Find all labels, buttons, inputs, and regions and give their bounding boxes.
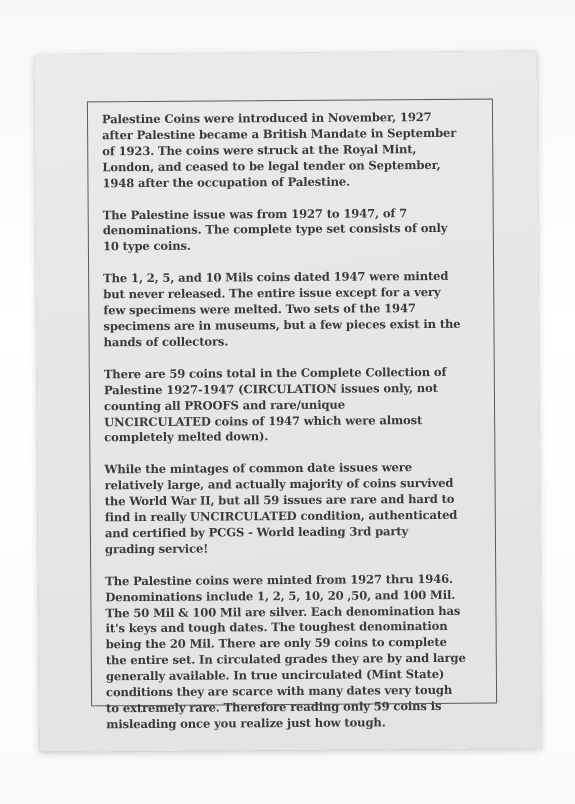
paragraph-mintages: While the mintages of common date issues were relatively large, and actually majority of coins survived the World War II, but all 59 issues are rare and hard to find in really UNCIRCULATED condition, authenticated and certified by PCGS - World leading 3rd party grading service!	[104, 460, 458, 557]
paragraph-1947-coins: The 1, 2, 5, and 10 Mils coins dated 1947 were minted but never released. The entire issue except for a very few specimens were melted. Two sets of the 1947 specimens are in museums, but a few pieces exist in the hands of collectors.	[103, 269, 461, 350]
paragraph-denominations: The Palestine coins were minted from 1927 thru 1946. Denominations include 1, 2, 5, 10, 20 ,50, and 100 Mil. The 50 Mil & 100 Mil are silver. Each denomination has it's keys and tough dates. The toughest denomination being the 20 Mil. There are only 59 coins to complete the entire set. In circulated grades they are by and large generally available. In true uncirculated (Mint State) conditions they are scarce with many dates very tough to extremely rare. Therefore reading only 59 coins is misleading once you realize just how tough.	[105, 571, 466, 732]
paper-sheet	[35, 51, 542, 751]
text-frame	[87, 99, 497, 732]
paragraph-collection-total: There are 59 coins total in the Complete Collection of Palestine 1927-1947 (CIRCULATION issues only, not counting all PROOFS and rare/unique UNCIRCULATED coins of 1947 which were almost completely melted down).	[103, 364, 447, 445]
paragraph-intro: Palestine Coins were introduced in November, 1927 after Palestine became a British Mandate in September of 1923. The coins were struck at the Royal Mint, London, and ceased to be legal tender on September, 1948 after the occupation of Palestine.	[101, 109, 457, 190]
paragraph-issue: The Palestine issue was from 1927 to 1947, of 7 denominations. The complete type set consists of only 10 type coins.	[102, 205, 448, 254]
